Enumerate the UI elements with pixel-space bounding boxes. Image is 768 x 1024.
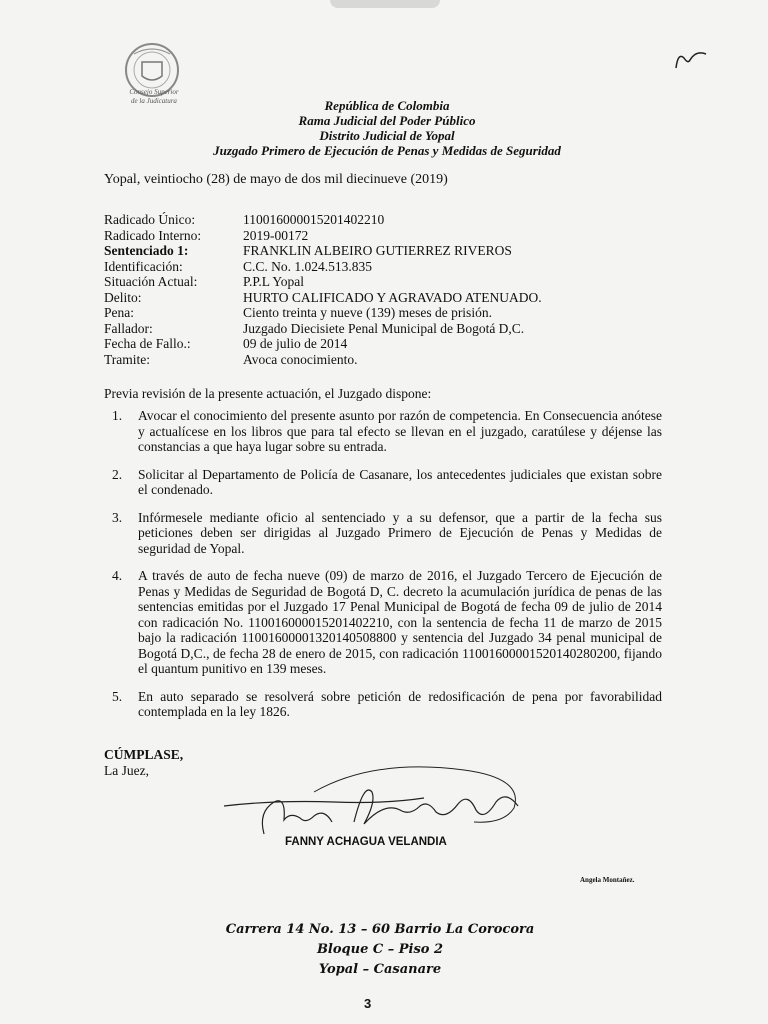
- court-address: [200, 920, 560, 980]
- case-info: [104, 212, 542, 367]
- list-item: [112, 467, 662, 498]
- case-info-label: Fallador:: [104, 320, 153, 336]
- address-line: Bloque C – Piso 2: [316, 942, 444, 957]
- intro-paragraph: Previa revisión de la presente actuación, el Juzgado dispone:: [104, 386, 432, 401]
- case-info-row: [104, 228, 542, 244]
- signer-name: FANNY ACHAGUA VELANDIA: [285, 836, 447, 848]
- list-item: [112, 510, 662, 557]
- case-info-row: [104, 321, 542, 337]
- case-info-row: [104, 352, 542, 368]
- case-info-row: [104, 259, 542, 275]
- case-info-label: Delito:: [104, 289, 142, 305]
- case-info-value: 09 de julio de 2014: [243, 336, 348, 351]
- item-text: A través de auto de fecha nueve (09) de marzo de 2016, el Juzgado Tercero de Ejecución de Penas y Medidas de Seguridad de Bogotá D, C. decreto la acumulación jurídica de penas de las sentencias emitidas por el Juzgado 17 Penal Municipal de Bogotá de fecha 09 de julio de 2014 con radicación No. 110016000015201402210, con la sentencia de fecha 11 de marzo de 2015 bajo la radicación 110016000013201405088​00 y sentencia del Juzgado 34 penal municipal de Bogotá D,C., de fecha 28 de enero de 2015, con radicación 110016000015201402802​00, fijando el quantum punitivo en 139 meses.: [138, 568, 662, 676]
- resolution-list: [112, 408, 662, 732]
- case-info-label: Tramite:: [104, 351, 151, 367]
- case-info-row: [104, 305, 542, 321]
- case-info-value: C.C. No. 1.024.513.835: [243, 258, 373, 274]
- list-item: [112, 568, 662, 677]
- case-info-label: Radicado Único:: [104, 212, 196, 227]
- judge-role-label: La Juez,: [104, 763, 149, 778]
- item-number: 4.: [112, 568, 123, 583]
- case-info-row: [104, 212, 542, 228]
- case-info-label: Radicado Interno:: [104, 227, 202, 243]
- item-text: En auto separado se resolverá sobre petición de redosificación de pena por favorabilidad contemplada en la ley 1826.: [138, 688, 662, 719]
- handwritten-mark-icon: [672, 48, 712, 74]
- header-branch: Rama Judicial del Poder Público: [298, 113, 476, 128]
- header-court: Juzgado Primero de Ejecución de Penas y Medidas de Seguridad: [213, 143, 561, 158]
- case-info-label: Fecha de Fallo.:: [104, 336, 191, 351]
- item-number: 1.: [112, 408, 123, 423]
- case-info-value: FRANKLIN ALBEIRO GUTIERREZ RIVEROS: [243, 243, 512, 258]
- address-line: Yopal – Casanare: [318, 962, 442, 977]
- case-info-value: P.P.L Yopal: [243, 274, 305, 289]
- address-line: Carrera 14 No. 13 – 60 Barrio La Corocora: [225, 922, 535, 937]
- case-info-value: HURTO CALIFICADO Y AGRAVADO ATENUADO.: [243, 289, 542, 305]
- item-number: 5.: [112, 688, 123, 704]
- header-district: Distrito Judicial de Yopal: [319, 128, 455, 143]
- case-info-row: [104, 336, 542, 352]
- case-info-row: [104, 290, 542, 306]
- header-country: República de Colombia: [324, 98, 450, 113]
- handwritten-signature-icon: [214, 762, 554, 842]
- case-info-value: Ciento treinta y nueve (139) meses de prisión.: [243, 305, 492, 320]
- transcriber-name: Angela Montañez.: [580, 876, 635, 884]
- case-info-value: 11001600001520140221​0: [243, 212, 385, 227]
- cumplase-label: CÚMPLASE,: [104, 747, 184, 762]
- case-info-value: Avoca conocimiento.: [243, 351, 358, 367]
- case-info-label: Situación Actual:: [104, 274, 198, 289]
- page-number: 3: [364, 996, 372, 1011]
- item-number: 3.: [112, 509, 123, 525]
- item-text: Infórmesele mediante oficio al sentenciado y a su defensor, que a partir de la fecha sus peticiones deben ser dirigidas al Juzgado Primero de Ejecución de Penas y Medidas de seguridad de Yopal.: [138, 509, 662, 556]
- seal-caption: Consejo Superior de la Judicatura: [129, 88, 179, 105]
- case-info-value: Juzgado Diecisiete Penal Municipal de Bogotá D,C.: [243, 320, 525, 336]
- case-info-row: [104, 274, 542, 290]
- dateline: Yopal, veintiocho (28) de mayo de dos mil diecinueve (2019): [104, 172, 448, 187]
- case-info-label: Pena:: [104, 305, 134, 320]
- scan-smudge: [330, 0, 440, 8]
- list-item: [112, 689, 662, 720]
- item-number: 2.: [112, 466, 123, 482]
- list-item: [112, 408, 662, 455]
- case-info-label: Identificación:: [104, 258, 183, 274]
- case-info-label: Sentenciado 1:: [104, 243, 189, 258]
- document-header: [100, 98, 674, 158]
- case-info-row: [104, 243, 542, 259]
- closing-block: [104, 747, 183, 779]
- item-text: Solicitar al Departamento de Policía de Casanare, los antecedentes judiciales que existan sobre el condenado.: [138, 466, 662, 497]
- case-info-value: 2019-00172: [243, 227, 309, 243]
- item-text: Avocar el conocimiento del presente asunto por razón de competencia. En Consecuencia anótese y actualícese en los libros que para tal efecto se llevan en el juzgado, caratúlese y déjense las constancias a que haya lugar sobre su entrada.: [138, 408, 662, 454]
